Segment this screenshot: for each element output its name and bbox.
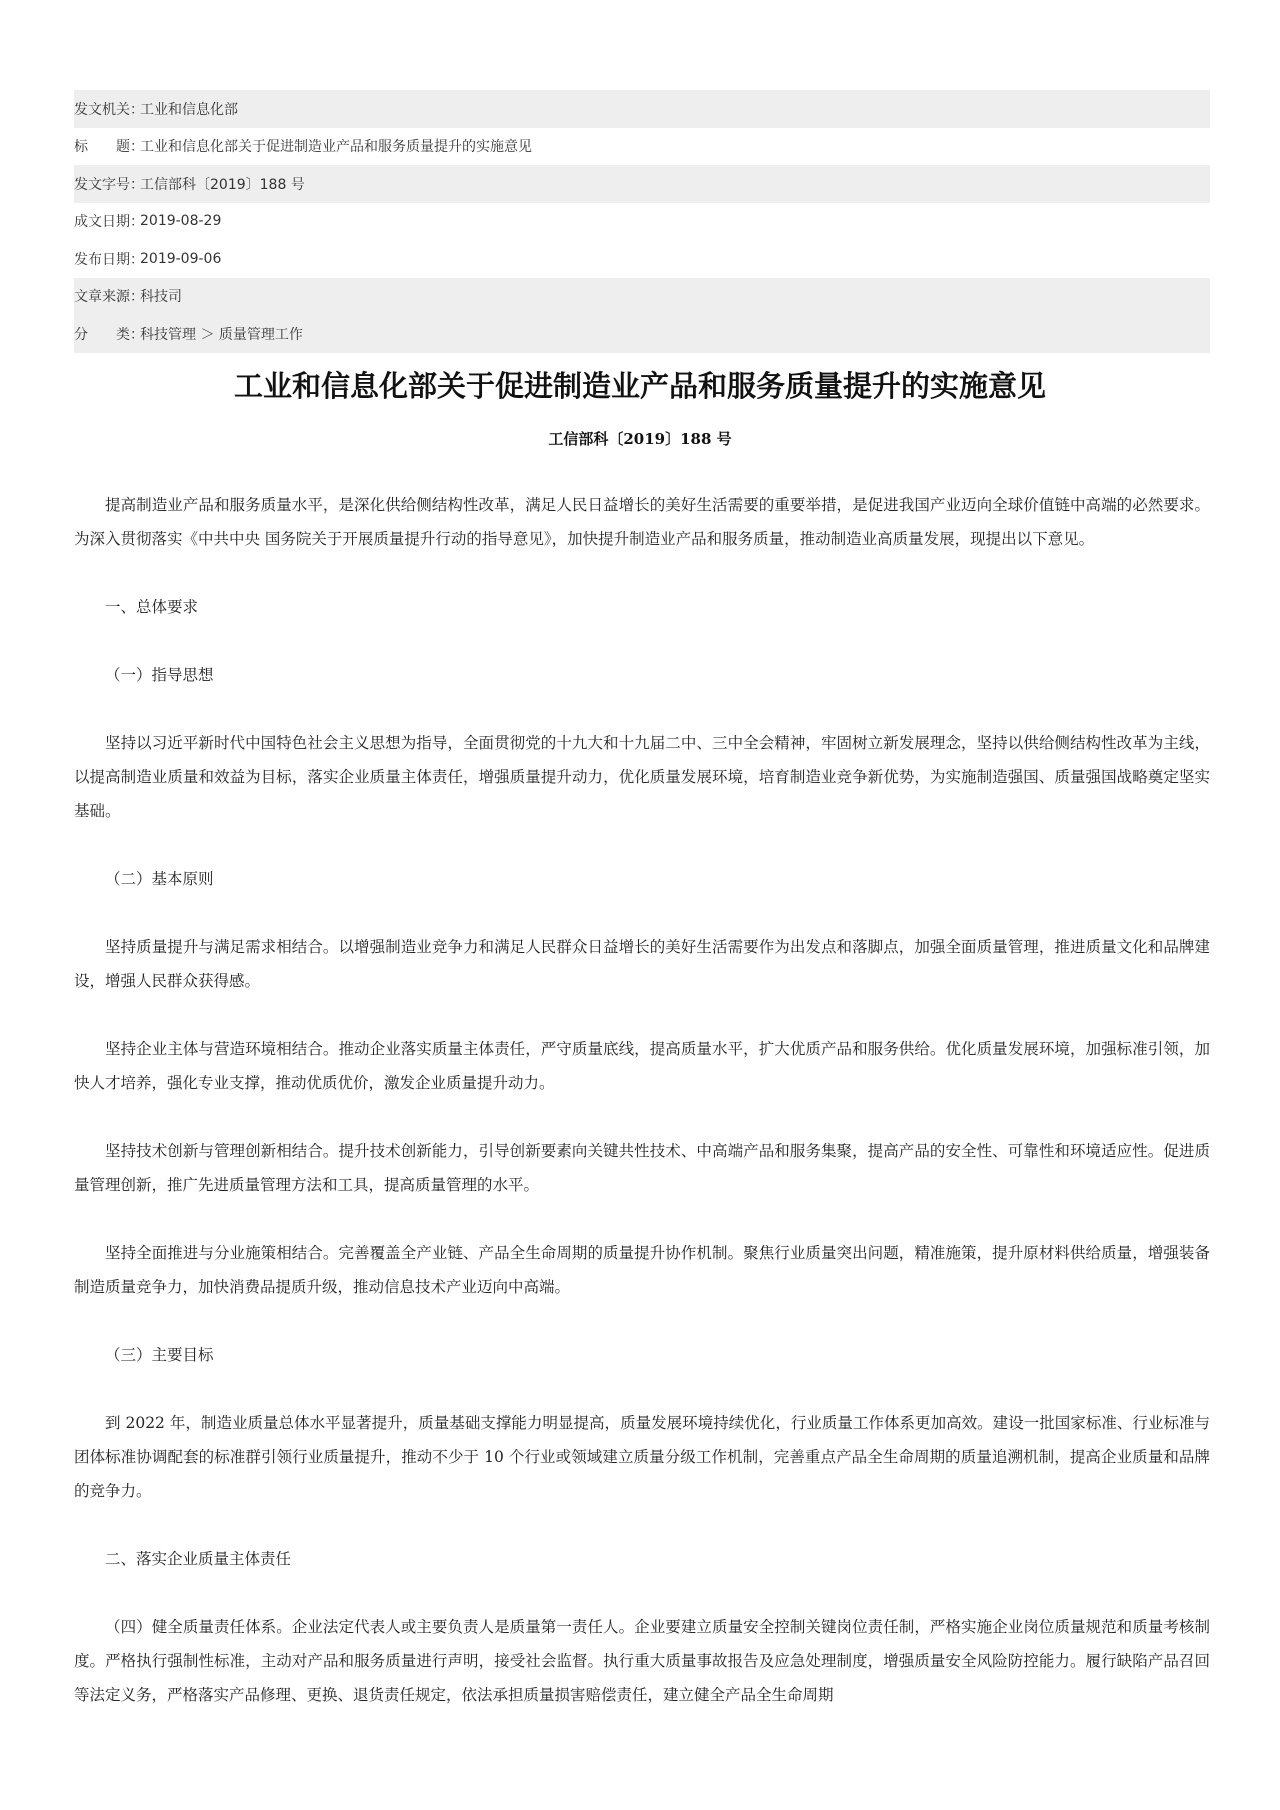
meta-row-doc-number <box>74 165 1210 203</box>
meta-label: 发文机关： <box>74 101 144 118</box>
meta-value: 工信部科〔2019〕188 号 <box>140 176 305 193</box>
meta-label: 标 题： <box>74 139 144 156</box>
subsection-heading-basic-principles: （二）基本原则 <box>105 870 214 888</box>
meta-row-written-date <box>74 203 1210 241</box>
meta-label: 发布日期： <box>74 251 144 268</box>
paragraph-principle-2: 坚持企业主体与营造环境相结合。推动企业落实质量主体责任，严守质量底线，提高质量水平，扩大优质产品和服务供给。优化质量发展环境，加强标准引领，加快人才培养，强化专业支撑，推动优质优价，激发企业质量提升动力。 <box>74 1040 1210 1092</box>
document-body <box>74 488 1210 1712</box>
meta-row-title <box>74 128 1210 166</box>
meta-label: 文章来源： <box>74 289 144 306</box>
paragraph-principle-1: 坚持质量提升与满足需求相结合。以增强制造业竞争力和满足人民群众日益增长的美好生活需要作为出发点和落脚点，加强全面质量管理，推进质量文化和品牌建设，增强人民群众获得感。 <box>74 938 1210 990</box>
paragraph-intro: 提高制造业产品和服务质量水平，是深化供给侧结构性改革，满足人民日益增长的美好生活需要的重要举措，是促进我国产业迈向全球价值链中高端的必然要求。为深入贯彻落实《中共中央 国务院关于开展质量提升行动的指导意见》，加快提升制造业产品和服务质量，推动制造业高质量发展，现提出以下意见。 <box>74 496 1210 548</box>
meta-value: 工业和信息化部关于促进制造业产品和服务质量提升的实施意见 <box>140 139 532 156</box>
meta-row-category <box>74 315 1210 353</box>
meta-value: 科技管理 ＞ 质量管理工作 <box>140 326 303 343</box>
meta-label: 分 类： <box>74 326 144 343</box>
paragraph-main-goals: 到 2022 年，制造业质量总体水平显著提升，质量基础支撑能力明显提高，质量发展环境持续优化，行业质量工作体系更加高效。建设一批国家标准、行业标准与团体标准协调配套的标准群引领行业质量提升，推动不少于 10 个行业或领域建立质量分级工作机制，完善重点产品全生命周期的质量追溯机制，提高企业质量和品牌的竞争力。 <box>74 1414 1210 1500</box>
meta-value: 2019-09-06 <box>140 250 222 267</box>
meta-value: 科技司 <box>140 289 182 306</box>
paragraph-quality-responsibility: （四）健全质量责任体系。企业法定代表人或主要负责人是质量第一责任人。企业要建立质量安全控制关键岗位责任制，严格实施企业岗位质量规范和质量考核制度。严格执行强制性标准，主动对产品和服务质量进行声明，接受社会监督。执行重大质量事故报告及应急处理制度，增强质量安全风险防控能力。履行缺陷产品召回等法定义务，严格落实产品修理、更换、退货责任规定，依法承担质量损害赔偿责任，建立健全产品全生命周期 <box>74 1618 1210 1704</box>
document-number: 工信部科〔2019〕188 号 <box>548 430 732 448</box>
paragraph-principle-3: 坚持技术创新与管理创新相结合。提升技术创新能力，引导创新要素向关键共性技术、中高端产品和服务集聚，提高产品的安全性、可靠性和环境适应性。促进质量管理创新，推广先进质量管理方法和工具，提高质量管理的水平。 <box>74 1142 1210 1194</box>
section-heading-1: 一、总体要求 <box>105 598 199 616</box>
document-title: 工业和信息化部关于促进制造业产品和服务质量提升的实施意见 <box>233 369 1046 403</box>
meta-row-source <box>74 278 1210 316</box>
meta-label: 发文字号： <box>74 176 144 193</box>
meta-value: 工业和信息化部 <box>140 101 238 118</box>
meta-value: 2019-08-29 <box>140 213 222 230</box>
paragraph-principle-4: 坚持全面推进与分业施策相结合。完善覆盖全产业链、产品全生命周期的质量提升协作机制。聚焦行业质量突出问题，精准施策，提升原材料供给质量，增强装备制造质量竞争力，加快消费品提质升级，推动信息技术产业迈向中高端。 <box>74 1244 1210 1296</box>
meta-row-publish-date <box>74 240 1210 278</box>
paragraph-guiding-ideology: 坚持以习近平新时代中国特色社会主义思想为指导，全面贯彻党的十九大和十九届二中、三中全会精神，牢固树立新发展理念，坚持以供给侧结构性改革为主线，以提高制造业质量和效益为目标，落实企业质量主体责任，增强质量提升动力，优化质量发展环境，培育制造业竞争新优势，为实施制造强国、质量强国战略奠定坚实基础。 <box>74 734 1210 820</box>
section-heading-2: 二、落实企业质量主体责任 <box>105 1550 292 1568</box>
subsection-heading-guiding-ideology: （一）指导思想 <box>105 666 214 684</box>
meta-row-issuer <box>74 90 1210 128</box>
meta-label: 成文日期： <box>74 214 144 231</box>
document-metadata-table <box>74 90 1210 353</box>
subsection-heading-main-goals: （三）主要目标 <box>105 1346 214 1364</box>
